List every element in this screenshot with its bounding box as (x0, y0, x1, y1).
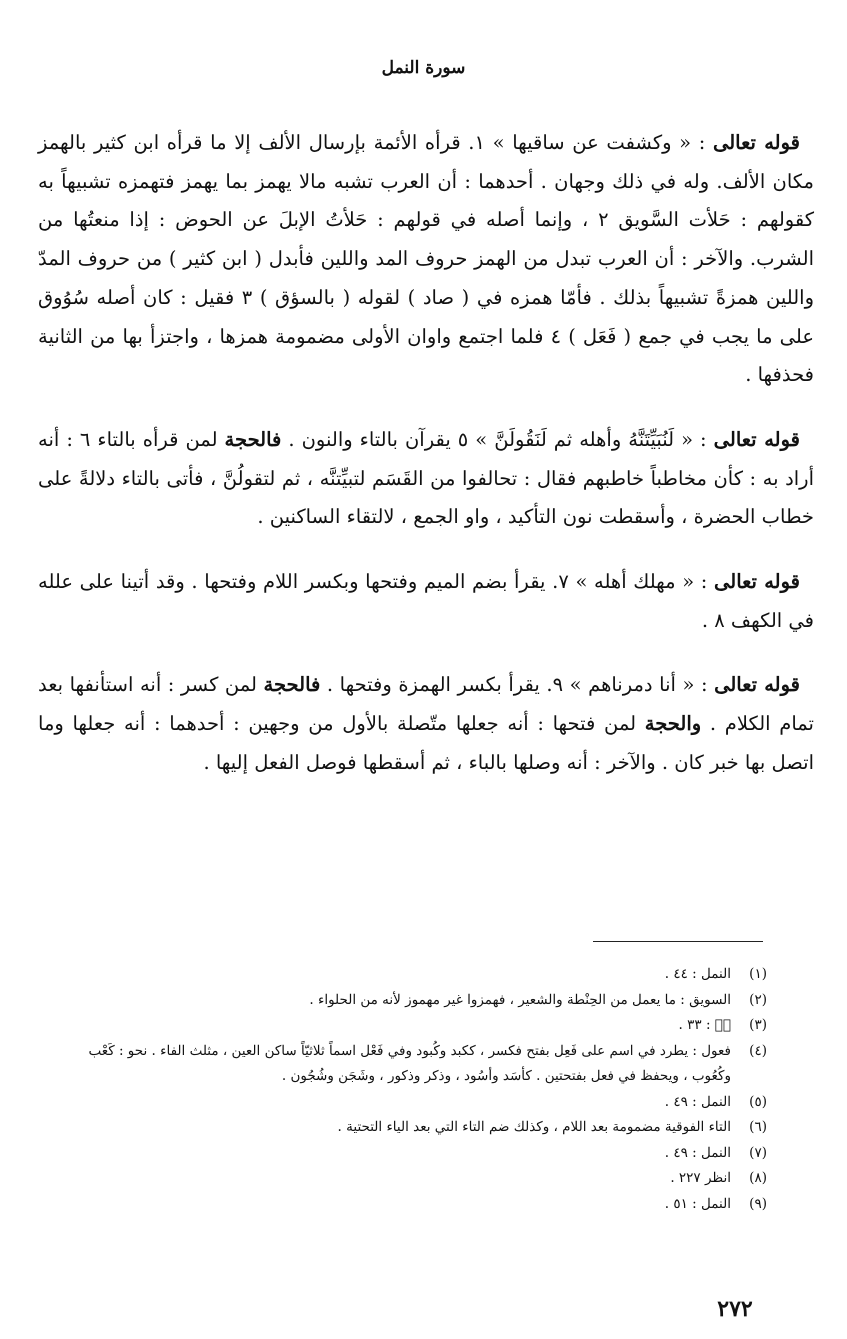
footnote-item (60, 962, 767, 988)
paragraph-text: : « مهلك أهله » ٧. يقرأ بضم الميم وفتحها وبكسر اللام وفتحها . وقد أتينا على علله في الكهف ٨ . (38, 570, 814, 632)
footnote-text: السويق : ما يعمل من الحِنْطة والشعير ، فهمزوا غير مهموز لأنه من الحلواء . (309, 991, 731, 1008)
footnote-number: (٦) (749, 1119, 767, 1135)
footnote-item (60, 988, 767, 1014)
verse-lead: قوله تعالى (712, 131, 800, 154)
footnote-item (60, 1166, 767, 1192)
main-text (38, 124, 814, 809)
footnote-text: النمل : ٥١ . (664, 1195, 731, 1212)
footnote-number: (٨) (749, 1170, 767, 1186)
verse-lead: قوله تعالى (713, 427, 800, 451)
footnote-item (60, 1090, 767, 1116)
footnote-text: النمل : ٤٩ . (664, 1093, 731, 1110)
paragraph-text: : « أنا دمرناهم » ٩. يقرأ بكسر الهمزة وفتحها . (320, 673, 715, 697)
paragraph-text: لمن فتحها : أنه جعلها متّصلة بالأول من وجهين : أحدهما : أنه جعلها وما اتصل بها خبر كان . والآخر : أنه وصلها بالباء ، ثم أسقطها فوصل الفعل إليها . (38, 712, 814, 774)
footnote-text: النمل : ٤٤ . (664, 966, 731, 982)
verse-lead: قوله تعالى (714, 570, 801, 594)
page-number: ٢٧٢ (717, 1296, 753, 1322)
paragraph-3 (38, 563, 814, 640)
footnote-text: صۤ : ٣٣ . (678, 1017, 731, 1033)
footnote-number: (٣) (749, 1017, 767, 1033)
bold-term: فالحجة (263, 673, 321, 697)
footnote-number: (٩) (749, 1195, 767, 1212)
verse-lead: قوله تعالى (714, 673, 800, 697)
footnote-item (60, 1039, 767, 1090)
bold-term: والحجة (644, 712, 702, 736)
footnote-text: التاء الفوقية مضمومة بعد اللام ، وكذلك ضم التاء التي بعد الياء التحتية . (337, 1119, 731, 1135)
paragraph-text: : « وكشفت عن ساقيها » ١. قرأه الأئمة بإرسال الألف إلا ما قرأه ابن كثير بالهمز مكان الألف. وله في ذلك وجهان . أحدهما : أن العرب تشبه مالا يهمز بما يهمز فتهمزه تشبيهاً به كقولهم : حَلأت السَّويق ٢ ، وإنما أصله في قولهم : حَلأتُ الإبلَ عن الحوض : إذا منعتُها من الشرب. والآخر : أن العرب تبدل من الهمز حروف المد واللين فأبدل ( ابن كثير ) من حروف المدّ واللين همزةً تشبيهاً بذلك . فأمّا همزه في ( صاد ) لقوله ( بالسؤق ) ٣ فقيل : كان أصله سُوُوق على ما يجب في جمع ( فَعَل ) ٤ فلما اجتمع واوان الأولى مضمومة همزها ، واجتزأ بها من الثانية فحذفها . (38, 131, 815, 387)
paragraph-4 (38, 666, 814, 782)
page-title: سورة النمل (381, 58, 466, 78)
paragraph-1 (38, 124, 814, 395)
bold-term: فالحجة (224, 427, 282, 451)
footnote-text: انظر ٢٢٧ . (670, 1170, 731, 1186)
footnote-item (60, 1013, 767, 1039)
footnote-item (60, 1192, 767, 1218)
footnote-number: (٢) (749, 991, 767, 1008)
footnote-number: (٤) (749, 1042, 767, 1059)
paragraph-text: : « لَنُبَيِّتَنَّهُ وأهله ثم لَنَقُولَنَّ » ٥ يقرآن بالتاء والنون . (281, 427, 714, 451)
footnote-divider (593, 941, 763, 942)
paragraph-text: لمن كسر : أنه استأنفها بعد تمام الكلام . (38, 673, 814, 736)
paragraph-2 (38, 421, 814, 537)
footnote-number: (٧) (749, 1144, 767, 1161)
paragraph-text: لمن قرأه بالتاء ٦ : أنه أراد به : كأن مخاطباً خاطبهم فقال : تحالفوا من القَسَم لتبيِّتنَّه ، ثم لتقولُنَّ ، فأتى بالتاء دلالةً على خطاب الحضرة ، وأسقطت نون التأكيد ، واو الجمع ، لالتقاء الساكنين . (38, 427, 814, 529)
footnote-number: (٥) (749, 1093, 767, 1110)
footnote-number: (١) (749, 966, 767, 982)
footnote-text: فعول : يطرد في اسم على فَعِل بفتح فكسر ، ككبد وكُبود وفي فَعْل اسماً ثلاثيّاً ساكن العين ، مثلث الفاء . نحو : كَعْب وكُعُوب ، ويحفظ في فعل بفتحتين . كأسَد وأسُود ، وذكر وذكور ، وشَجَن وشُجُون . (88, 1042, 731, 1084)
footnote-item (60, 1141, 767, 1167)
footnotes (60, 962, 767, 1217)
footnote-text: النمل : ٤٩ . (664, 1144, 731, 1161)
footnote-item (60, 1115, 767, 1141)
